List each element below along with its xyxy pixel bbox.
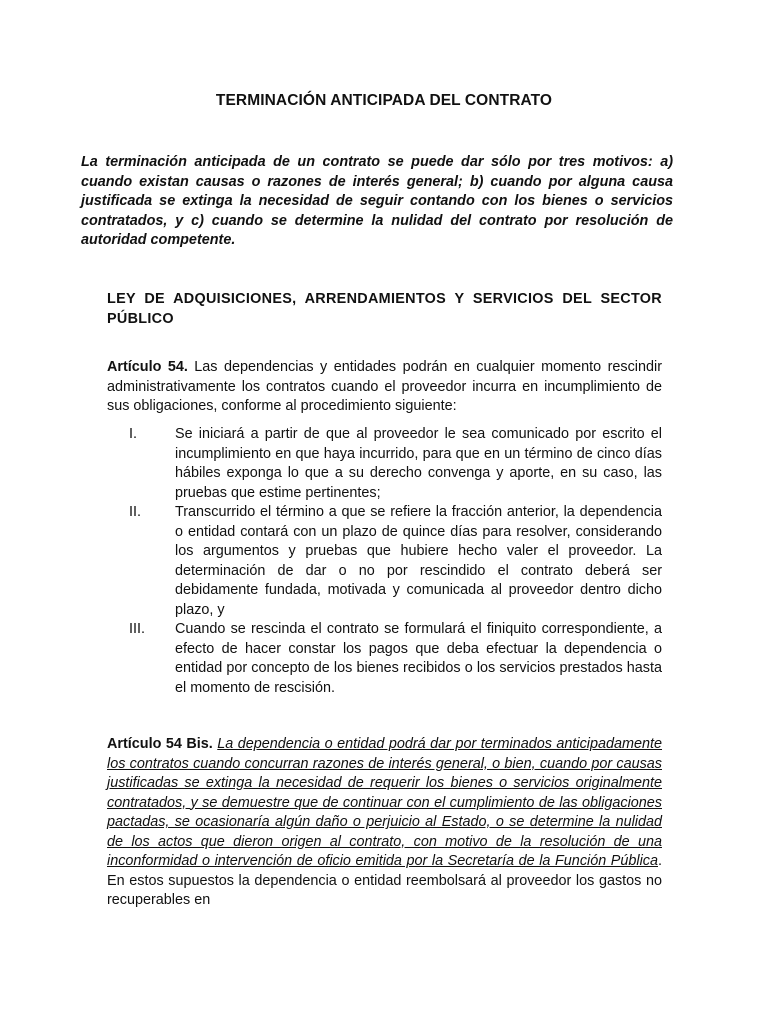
intro-paragraph: La terminación anticipada de un contrato se puede dar sólo por tres motivos: a) cuando existan causas o razones de interés general; b) cuando por alguna causa justificada se extinga la necesidad de seguir contando con los bienes o servicios contratados, y c) cuando se determine la nulidad del contrato por resolución de autoridad competente. (81, 154, 673, 248)
article-54-bis-label: Artículo 54 Bis. (107, 736, 213, 752)
article-54-bis-text: . En estos supuestos la dependencia o entidad reembolsará al proveedor los gastos no recuperables en (107, 853, 662, 908)
fraction-number: I. (129, 426, 137, 442)
article-54-bis-underlined-text: La dependencia o entidad podrá dar por terminados anticipadamente los contratos cuando concurran razones de interés general, o bien, cuando por causas justificadas se extinga la necesidad de requerir los bienes o servicios originalmente contratados, y se demuestre que de continuar con el cumplimiento de las obligaciones pactadas, se ocasionaría algún daño o perjuicio al Estado, o se determine la nulidad de los actos que dieron origen al contrato, con motivo de la resolución de una inconformidad o intervención de oficio emitida por la Secretaría de la Función Pública (107, 736, 663, 869)
article-54-text: Las dependencias y entidades podrán en cualquier momento rescindir administrativamente los contratos cuando el proveedor incurra en incumplimiento de sus obligaciones, conforme al procedimiento siguiente: (107, 359, 662, 414)
fraction-text: Se iniciará a partir de que al proveedor le sea comunicado por escrito el incumplimiento en que haya incurrido, para que en un término de cinco días hábiles exponga lo que a su derecho convenga y aporte, en su caso, las pruebas que estime pertinentes; (175, 426, 662, 501)
fraction-item (107, 425, 662, 503)
article-54-label: Artículo 54. (107, 359, 188, 375)
article-54 (107, 358, 662, 417)
fraction-number: III. (129, 621, 145, 637)
fraction-text: Transcurrido el término a que se refiere la fracción anterior, la dependencia o entidad contará con un plazo de quince días para resolver, considerando los argumentos y pruebas que hubiere hecho valer el proveedor. La determinación de dar o no por rescindido el contrato deberá ser debidamente fundada, motivada y comunicada al proveedor dentro dicho plazo, y (175, 504, 662, 618)
fraction-text: Cuando se rescinda el contrato se formulará el finiquito correspondiente, a efecto de hacer constar los pagos que deba efectuar la dependencia o entidad por concepto de los bienes recibidos o los servicios prestados hasta el momento de rescisión. (175, 621, 662, 696)
fraction-item (107, 503, 662, 620)
document-title: TERMINACIÓN ANTICIPADA DEL CONTRATO (215, 92, 553, 109)
article-54-bis (107, 735, 662, 911)
fraction-item (107, 620, 662, 698)
fraction-number: II. (129, 504, 141, 520)
law-heading: LEY DE ADQUISICIONES, ARRENDAMIENTOS Y SERVICIOS DEL SECTOR PÚBLICO (107, 291, 662, 327)
article-54-fractions (107, 425, 662, 698)
